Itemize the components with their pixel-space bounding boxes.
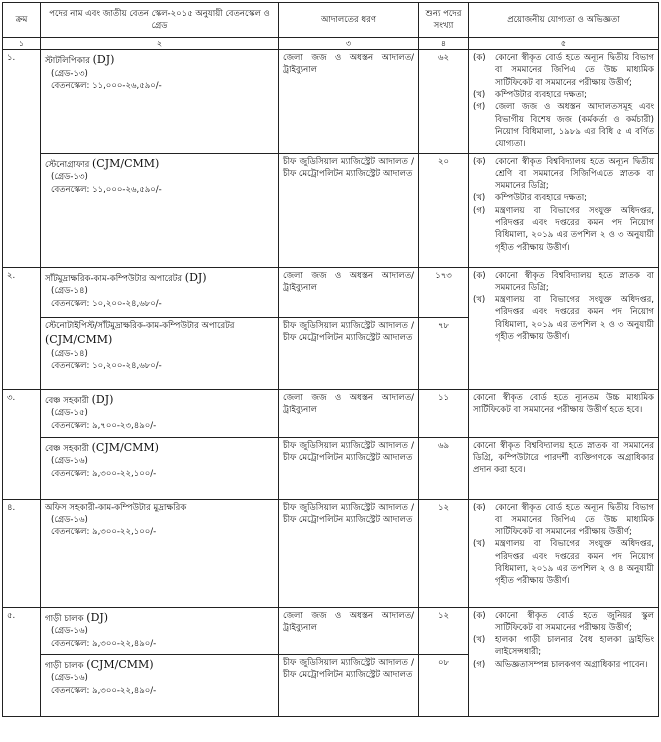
- post-code: (DJ): [91, 392, 114, 406]
- column-number: ২: [41, 38, 279, 50]
- court-cell: চীফ জুডিসিয়াল ম্যাজিস্ট্রেট আদালত /চীফ মেট্রোপলিটন ম্যাজিস্ট্রেট আদালত: [279, 317, 419, 389]
- post-grade: (গ্রেড-১৬): [51, 514, 88, 525]
- post-grade: (গ্রেড-১৪): [51, 348, 88, 359]
- recruitment-table: [2, 2, 659, 717]
- post-title: স্টেনোটাইপিস্ট/সাঁটমুদ্রাক্ষরিক-কাম-কম্পিউটার অপারেটর (CJM/CMM): [45, 320, 235, 346]
- post-title: গাড়ী চালক (DJ): [45, 610, 109, 624]
- court-cell: চীফ জুডিসিয়াল ম্যাজিস্ট্রেট আদালত /চীফ মেট্রোপলিটন ম্যাজিস্ট্রেট আদালত: [279, 654, 419, 716]
- header-row: [3, 3, 659, 38]
- post-title: বেঞ্চ সহকারী (CJM/CMM): [45, 440, 159, 454]
- qualification-item: (ক) কোনো স্বীকৃত বিশ্ববিদ্যালয় হতে অন্যূন দ্বিতীয় শ্রেণি বা সমমানের সিজিপিএতে স্নাতক বা সমমানের ডিগ্রি;: [473, 156, 654, 192]
- post-cell: [41, 317, 279, 389]
- header-qualification: প্রয়োজনীয় যোগ্যতা ও অভিজ্ঞতা: [469, 3, 659, 38]
- post-grade: (গ্রেড-১৬): [51, 673, 88, 684]
- post-scale: বেতনস্কেল: ১০,২০০-২৪,৬৮০/-: [51, 361, 162, 372]
- vacancy-cell: ৭৮: [419, 317, 469, 389]
- post-grade: (গ্রেড-১৩): [51, 68, 88, 79]
- court-cell: চীফ জুডিসিয়াল ম্যাজিস্ট্রেট আদালত /চীফ মেট্রোপলিটন ম্যাজিস্ট্রেট আদালত: [279, 437, 419, 499]
- qualification-item: (ক) কোনো স্বীকৃত বিশ্ববিদ্যালয় হতে স্নাতক বা সমমানের ডিগ্রি;: [473, 270, 654, 293]
- qualification-cell: [469, 153, 659, 267]
- qualification-cell: [469, 499, 659, 607]
- post-code: (CJM/CMM): [92, 156, 160, 170]
- post-scale: বেতনস্কেল: ১০,২০০-২৪,৬৮০/-: [51, 298, 162, 309]
- post-cell: [41, 153, 279, 267]
- serial-cell: ৫.: [3, 607, 41, 716]
- post-grade: (গ্রেড-১৬): [51, 626, 88, 637]
- post-title: অফিস সহকারী-কাম-কম্পিউটার মুদ্রাক্ষরিক: [45, 502, 187, 513]
- court-cell: চীফ জুডিসিয়াল ম্যাজিস্ট্রেট আদালত /চীফ মেট্রোপলিটন ম্যাজিস্ট্রেট আদালত: [279, 153, 419, 267]
- qualification-item: (খ) কম্পিউটার ব্যবহারে দক্ষতা;: [473, 193, 588, 204]
- column-number: ৪: [419, 38, 469, 50]
- post-cell: [41, 437, 279, 499]
- post-cell: [41, 389, 279, 437]
- table-row: [3, 50, 659, 154]
- column-number: ৩: [279, 38, 419, 50]
- qualification-cell: [469, 50, 659, 154]
- qualification-item: (গ) মন্ত্রণালয় বা বিভাগের সংযুক্ত অধিদপ্তর, পরিদপ্তর এবং দপ্তরের কমন পদ নিয়োগ বিধিমালা, ২০১৯ এর তপশিল ২ ও ৩ অনুযায়ী গৃহীত পরীক্ষায় উত্তীর্ণ।: [473, 205, 654, 253]
- header-court: আদালতের ধরণ: [279, 3, 419, 38]
- post-cell: [41, 50, 279, 154]
- table-row: [3, 267, 659, 317]
- qualification-cell: [469, 607, 659, 716]
- vacancy-cell: ২০: [419, 153, 469, 267]
- post-grade: (গ্রেড-১৪): [51, 286, 88, 297]
- column-number: ৫: [469, 38, 659, 50]
- post-title: গাড়ী চালক (CJM/CMM): [45, 657, 154, 671]
- post-scale: বেতনস্কেল: ১১,০০০-২৬,৫৯০/-: [51, 81, 162, 92]
- qualification-item: (ক) কোনো স্বীকৃত বোর্ড হতে জুনিয়র স্কুল সার্টিফিকেট বা সমমানের পরীক্ষায় উত্তীর্ণ;: [473, 610, 654, 633]
- column-number: ১: [3, 38, 41, 50]
- serial-cell: ২.: [3, 267, 41, 389]
- table-row: [3, 153, 659, 267]
- post-grade: (গ্রেড-১৩): [51, 172, 88, 183]
- post-title: স্টেনোগ্রাফার (CJM/CMM): [45, 156, 160, 170]
- header-vacancy: শুন্য পদের সংখ্যা: [419, 3, 469, 38]
- post-grade: (গ্রেড-১৫): [51, 408, 88, 419]
- qualification-item: (খ) কম্পিউটার ব্যবহারে দক্ষতা;: [473, 89, 588, 100]
- table-row: [3, 389, 659, 437]
- qualification-item: (ক) কোনো স্বীকৃত বোর্ড হতে অন্যূন দ্বিতীয় বিভাগ বা সমমানের জিপিএ তে উচ্চ মাধ্যমিক সার্টিফিকেট বা সমমানের পরীক্ষায় উত্তীর্ণ;: [473, 53, 654, 88]
- vacancy-cell: ১২: [419, 607, 469, 654]
- post-scale: বেতনস্কেল: ৯,৭০০-২৩,৪৯০/-: [51, 420, 157, 431]
- post-cell: [41, 607, 279, 654]
- post-code: (DJ): [86, 610, 109, 624]
- qualification-item: (ক) কোনো স্বীকৃত বোর্ড হতে অন্যূন দ্বিতীয় বিভাগ বা সমমানের জিপিএ তে উচ্চ মাধ্যমিক সার্টিফিকেট বা সমমানের পরীক্ষায় উত্তীর্ণ;: [473, 502, 654, 538]
- qualification-item: (গ) জেলা জজ ও অধস্তন আদালতসমূহ এবং বিভাগীয় বিশেষ জজ (কর্মকর্তা ও কর্মচারী) নিয়োগ বিধিমালা, ১৯৮৯ এর বিধি ৫ এ বর্ণিত যোগ্যতা।: [473, 102, 654, 150]
- post-code: (CJM/CMM): [91, 440, 159, 454]
- post-code: (CJM/CMM): [45, 332, 113, 346]
- qualification-item: (খ) মন্ত্রণালয় বা বিভাগের সংযুক্ত অধিদপ্তর, পরিদপ্তর এবং দপ্তরের কমন পদ নিয়োগ বিধিমালা, ২০১৯ এর তপশিল ২ ও ৩ অনুযায়ী গৃহীত পরীক্ষায় উত্তীর্ণ।: [473, 295, 654, 343]
- serial-cell: ১.: [3, 50, 41, 268]
- court-cell: জেলা জজ ও অধস্তন আদালত/ট্রাইব্যুনাল: [279, 389, 419, 437]
- post-scale: বেতনস্কেল: ৯,৩০০-২২,৪৯০/-: [51, 638, 157, 649]
- post-title: স্টাটলিপিকার (DJ): [45, 53, 115, 66]
- post-scale: বেতনস্কেল: ৯,৩০০-২২,১০০/-: [51, 527, 157, 538]
- post-code: (DJ): [184, 270, 207, 284]
- vacancy-cell: ১১: [419, 389, 469, 437]
- post-title: সাঁটমুদ্রাক্ষরিক-কাম-কম্পিউটার অপারেটর (DJ): [45, 270, 207, 284]
- qualification-cell: কোনো স্বীকৃত বিশ্ববিদ্যালয় হতে স্নাতক বা সমমানের ডিগ্রি, কম্পিউটারে পারদর্শী ব্যক্তিগণকে অগ্রাধিকার প্রদান করা হবে।: [469, 437, 659, 499]
- post-cell: [41, 654, 279, 716]
- header-serial: ক্রম: [3, 3, 41, 38]
- post-scale: বেতনস্কেল: ৯,৩০০-২২,১০০/-: [51, 468, 157, 479]
- table-row: [3, 607, 659, 654]
- qualification-item: (গ) অভিজ্ঞতাসম্পন্ন চালকগণ অগ্রাধিকার পাবেন।: [473, 659, 648, 670]
- vacancy-cell: ১২: [419, 499, 469, 607]
- vacancy-cell: ৬৯: [419, 437, 469, 499]
- post-scale: বেতনস্কেল: ৯,৩০০-২২,৪৯০/-: [51, 685, 157, 696]
- court-cell: জেলা জজ ও অধস্তন আদালত/ট্রাইব্যুনাল: [279, 607, 419, 654]
- serial-cell: ৩.: [3, 389, 41, 499]
- vacancy-cell: ৬২: [419, 50, 469, 154]
- header-post: পদের নাম এবং জাতীয় বেতন স্কেল-২০১৫ অনুযায়ী বেতনস্কেল ও গ্রেড: [41, 3, 279, 38]
- court-cell: জেলা জজ ও অধস্তন আদালত/ট্রাইব্যুনাল: [279, 50, 419, 154]
- court-cell: জেলা জজ ও অধস্তন আদালত/ট্রাইব্যুনাল: [279, 267, 419, 317]
- qualification-item: (খ) হালকা গাড়ী চালনার বৈধ হালকা ড্রাইভিং লাইসেন্সধারী;: [473, 635, 654, 658]
- qualification-cell: [469, 267, 659, 389]
- serial-cell: ৪.: [3, 499, 41, 607]
- table-row: [3, 437, 659, 499]
- column-number-row: [3, 38, 659, 50]
- vacancy-cell: ০৮: [419, 654, 469, 716]
- post-cell: [41, 267, 279, 317]
- post-scale: বেতনস্কেল: ১১,০০০-২৬,৫৯০/-: [51, 184, 162, 195]
- qualification-cell: কোনো স্বীকৃত বোর্ড হতে ন্যূনতম উচ্চ মাধ্যমিক সার্টিফিকেট বা সমমানের পরীক্ষায় উত্তীর্ণ হতে হবে।: [469, 389, 659, 437]
- post-cell: [41, 499, 279, 607]
- post-title: বেঞ্চ সহকারী (DJ): [45, 392, 114, 406]
- post-code: (DJ): [92, 53, 115, 66]
- post-grade: (গ্রেড-১৬): [51, 456, 88, 467]
- qualification-item: (খ) মন্ত্রণালয় বা বিভাগের সংযুক্ত অধিদপ্তর, পরিদপ্তর এবং দপ্তরের কমন পদ নিয়োগ বিধিমালা, ২০১৯ এর তপশিল ২ ও ৪ অনুযায়ী গৃহীত পরীক্ষায় উত্তীর্ণ।: [473, 539, 654, 587]
- vacancy-cell: ১৭৩: [419, 267, 469, 317]
- post-code: (CJM/CMM): [86, 657, 154, 671]
- court-cell: চীফ জুডিসিয়াল ম্যাজিস্ট্রেট আদালত /চীফ মেট্রোপলিটন ম্যাজিস্ট্রেট আদালত: [279, 499, 419, 607]
- table-row: [3, 499, 659, 607]
